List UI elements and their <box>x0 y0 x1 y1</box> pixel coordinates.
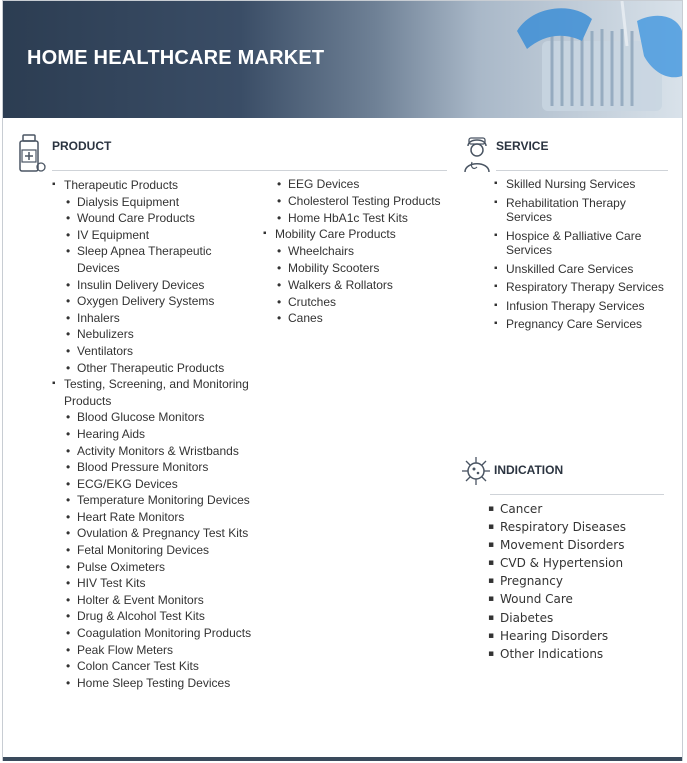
list-item: • Cholesterol Testing Products <box>263 193 453 210</box>
category-item: ▪ Pregnancy <box>488 572 663 590</box>
category-item: ▪ Hearing Disorders <box>488 627 663 645</box>
category-item: ▪ Testing, Screening, and Monitoring Products <box>52 376 257 409</box>
list-item: • Wound Care Products <box>52 210 257 227</box>
list-item: • Nebulizers <box>52 326 257 343</box>
page-title: HOME HEALTHCARE MARKET <box>27 47 325 69</box>
category-item: ▪ Wound Care <box>488 590 663 608</box>
category-item: ▪ Movement Disorders <box>488 536 663 554</box>
indication-list <box>488 500 663 663</box>
list-item: • ECG/EKG Devices <box>52 476 257 493</box>
medicine-bottle-icon <box>16 134 46 174</box>
nurse-icon <box>462 134 492 174</box>
list-item: • HIV Test Kits <box>52 575 257 592</box>
list-item: • Home Sleep Testing Devices <box>52 675 257 692</box>
list-item: • Walkers & Rollators <box>263 277 453 294</box>
list-item: • Blood Pressure Monitors <box>52 459 257 476</box>
category-item: ▪ Mobility Care Products <box>263 226 453 243</box>
list-item: • Dialysis Equipment <box>52 194 257 211</box>
list-item: • Sleep Apnea Therapeutic Devices <box>52 243 257 276</box>
list-item: • EEG Devices <box>263 176 453 193</box>
list-item: • Other Therapeutic Products <box>52 360 257 377</box>
list-item: • Home HbA1c Test Kits <box>263 210 453 227</box>
list-item: • Heart Rate Monitors <box>52 509 257 526</box>
category-item: ▪ Rehabilitation Therapy Services <box>494 196 664 225</box>
category-item: ▪ Unskilled Care Services <box>494 262 664 277</box>
list-item: • Crutches <box>263 294 453 311</box>
lab-test-tubes-image <box>422 1 682 118</box>
list-item: • Drug & Alcohol Test Kits <box>52 608 257 625</box>
list-item: • Temperature Monitoring Devices <box>52 492 257 509</box>
list-item: • Inhalers <box>52 310 257 327</box>
category-item: ▪ Therapeutic Products <box>52 177 257 194</box>
footer-bar <box>3 757 682 761</box>
list-item: • Holter & Event Monitors <box>52 592 257 609</box>
list-item: • Ventilators <box>52 343 257 360</box>
product-list-col2 <box>263 176 453 327</box>
category-item: ▪ Skilled Nursing Services <box>494 177 664 192</box>
list-item: • Pulse Oximeters <box>52 559 257 576</box>
list-item: • Wheelchairs <box>263 243 453 260</box>
header-banner <box>3 1 682 118</box>
list-item: • Insulin Delivery Devices <box>52 277 257 294</box>
list-item: • Coagulation Monitoring Products <box>52 625 257 642</box>
service-divider <box>496 170 668 171</box>
list-item: • Oxygen Delivery Systems <box>52 293 257 310</box>
product-divider <box>52 170 447 171</box>
service-heading: SERVICE <box>496 139 549 153</box>
category-item: ▪ Other Indications <box>488 645 663 663</box>
product-heading: PRODUCT <box>52 139 112 153</box>
list-item: • Fetal Monitoring Devices <box>52 542 257 559</box>
list-item: • Peak Flow Meters <box>52 642 257 659</box>
category-item: ▪ Cancer <box>488 500 663 518</box>
list-item: • Canes <box>263 310 453 327</box>
category-item: ▪ Pregnancy Care Services <box>494 317 664 332</box>
category-item: ▪ Infusion Therapy Services <box>494 299 664 314</box>
category-item: ▪ Diabetes <box>488 609 663 627</box>
indication-heading: INDICATION <box>494 463 564 477</box>
category-item: ▪ Respiratory Therapy Services <box>494 280 664 295</box>
category-item: ▪ Respiratory Diseases <box>488 518 663 536</box>
list-item: • Hearing Aids <box>52 426 257 443</box>
list-item: • Ovulation & Pregnancy Test Kits <box>52 525 257 542</box>
list-item: • Activity Monitors & Wristbands <box>52 443 257 460</box>
category-item: ▪ CVD & Hypertension <box>488 554 663 572</box>
product-list-col1 <box>52 177 257 691</box>
list-item: • Blood Glucose Monitors <box>52 409 257 426</box>
list-item: • Colon Cancer Test Kits <box>52 658 257 675</box>
category-item: ▪ Hospice & Palliative Care Services <box>494 229 664 258</box>
list-item: • IV Equipment <box>52 227 257 244</box>
list-item: • Mobility Scooters <box>263 260 453 277</box>
indication-divider <box>490 494 664 495</box>
service-list <box>494 177 664 336</box>
virus-icon <box>461 453 491 489</box>
